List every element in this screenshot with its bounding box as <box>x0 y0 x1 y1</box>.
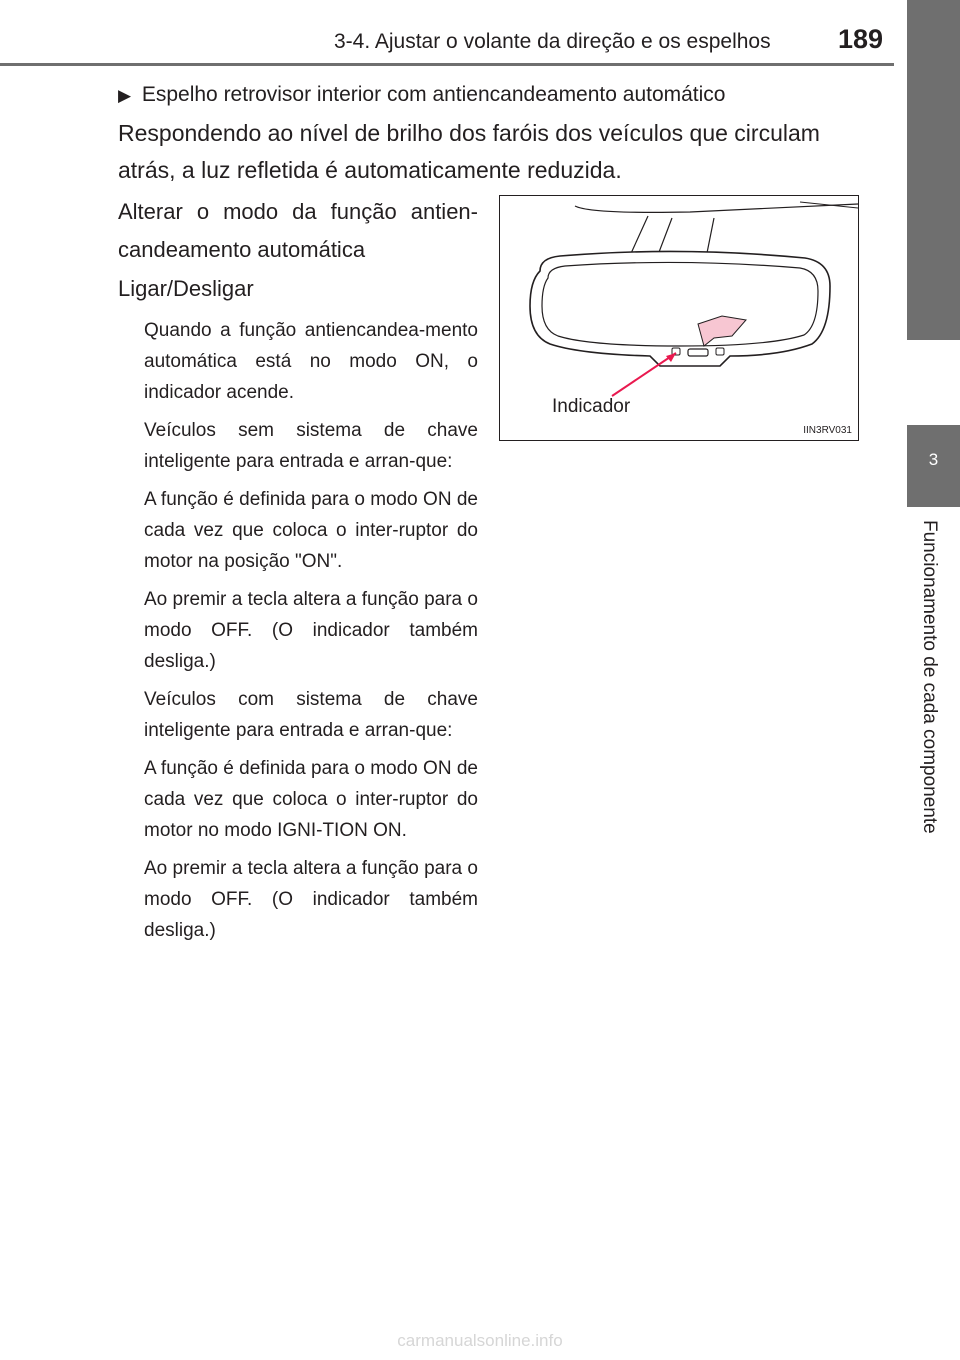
triangle-bullet-icon: ▶ <box>118 86 132 105</box>
paragraph: A função é definida para o modo ON de cada vez que coloca o inter-ruptor do motor no modo IGNI-TION ON. <box>144 758 478 841</box>
side-tab-chapter <box>907 425 960 507</box>
running-header: 3-4. Ajustar o volante da direção e os espelhos <box>334 30 771 53</box>
page-number: 189 <box>838 24 884 54</box>
section-heading-text: Espelho retrovisor interior com antiencandeamento automático <box>141 83 726 106</box>
chapter-number: 3 <box>928 450 939 469</box>
svg-text:carmanualsonline.info: carmanualsonline.info <box>397 1331 563 1350</box>
header-divider <box>0 63 894 66</box>
on-off-label: Ligar/Desligar <box>118 276 254 301</box>
chapter-title: Funcionamento de cada componente <box>919 520 940 834</box>
intro-paragraph: Respondendo ao nível de brilho dos faróis dos veículos que circulam atrás, a luz refletida é automaticamente reduzida. <box>118 120 820 183</box>
paragraph: Ao premir a tecla altera a função para o modo OFF. (O indicador também desliga.) <box>144 589 478 672</box>
figure-code: IIN3RV031 <box>803 425 852 436</box>
paragraph: Veículos sem sistema de chave inteligente para entrada e arran-que: <box>144 420 478 472</box>
watermark-logo <box>330 1330 630 1352</box>
mirror-illustration <box>499 195 859 441</box>
sub-heading: Alterar o modo da função antien-candeamento automática <box>118 199 478 262</box>
text-column <box>118 193 478 946</box>
watermark <box>0 1330 960 1357</box>
paragraph: Veículos com sistema de chave inteligente para entrada e arran-que: <box>144 689 478 741</box>
section-heading <box>118 80 726 111</box>
indicator-callout-label: Indicador <box>552 396 631 417</box>
paragraph: Quando a função antiencandea-mento automática está no modo ON, o indicador acende. <box>144 320 478 403</box>
paragraph: Ao premir a tecla altera a função para o modo OFF. (O indicador também desliga.) <box>144 858 478 941</box>
antiglare-button <box>688 349 708 356</box>
paragraph: A função é definida para o modo ON de cada vez que coloca o inter-ruptor do motor na posição "ON". <box>144 489 478 572</box>
side-tab-upper <box>907 0 960 340</box>
